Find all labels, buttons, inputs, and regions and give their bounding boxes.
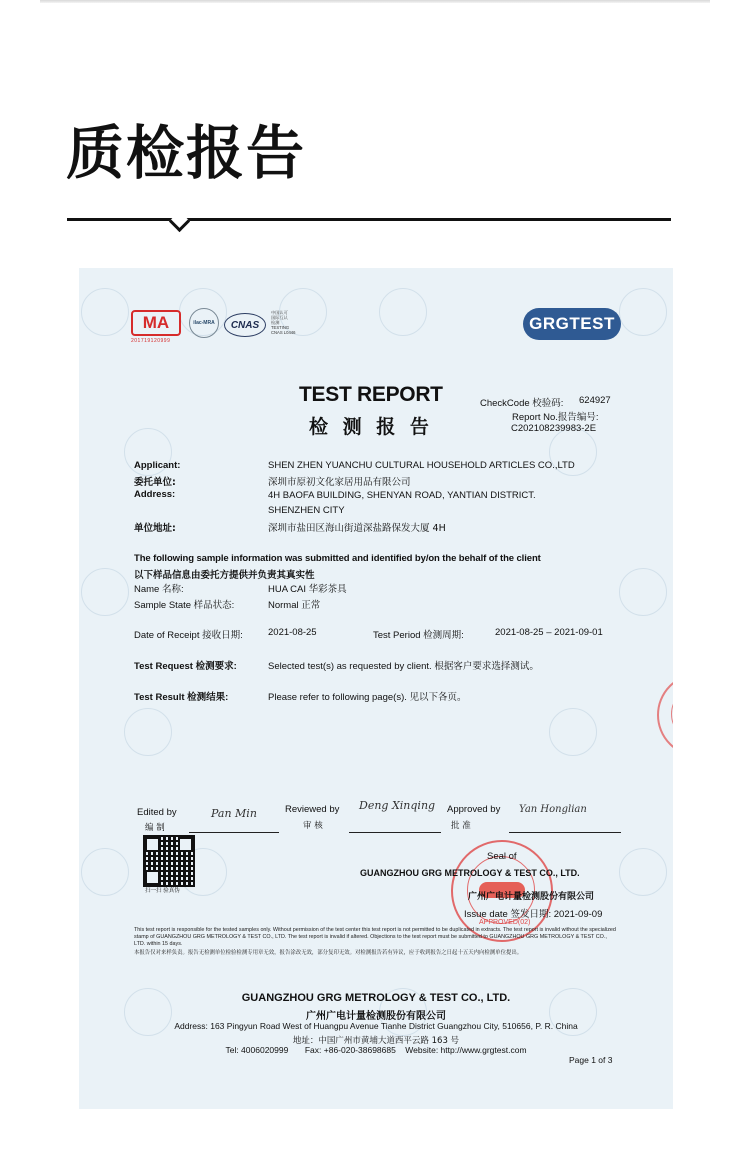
address-en-line2: SHENZHEN CITY [268,505,345,516]
watermark-icon [124,708,172,756]
ilac-text: ilac-MRA [193,320,215,326]
test-request-value: Selected test(s) as requested by client. 根据客户要求选择测试。 [268,661,539,672]
cnas-line: 国际互认 [271,315,288,320]
edited-sign-line [189,832,279,833]
reviewed-by-label: Reviewed by [285,804,340,815]
cnas-small-text [271,310,295,335]
cnas-line: CNAS L0446 [271,330,296,335]
sample-name-value: HUA CAI 华彩茶具 [268,584,347,595]
sample-state-value: Normal 正常 [268,600,321,611]
report-no-label: Report No.报告编号: [512,412,599,423]
page-title: 质检报告 [66,119,307,187]
watermark-icon [619,848,667,896]
grgtest-logo: GRGTEST [523,308,621,340]
watermark-icon [81,848,129,896]
sample-state-label: Sample State 样品状态: [134,600,235,611]
approved-by-signature: Yan Honglian [519,804,587,815]
ilac-mra-logo [189,308,219,338]
report-title-en: TEST REPORT [299,383,443,406]
seal-label: Seal of [487,851,517,862]
reviewed-by-signature: Deng Xinqing [359,799,436,812]
test-result-value: Please refer to following page(s). 见以下各页。 [268,692,467,703]
edited-by-signature: Pan Min [211,807,257,820]
footer-address-cn: 地址：中国广州市黄埔大道西平云路 163 号 [292,1036,460,1046]
issue-date: Issue date 签发日期: 2021-09-09 [464,909,603,920]
test-request-label: Test Request 检测要求: [134,661,237,672]
reviewed-by-cn: 审 核 [303,821,323,831]
receipt-date-value: 2021-08-25 [268,627,317,638]
address-en-line1: 4H BAOFA BUILDING, SHENYAN ROAD, YANTIAN DISTRICT. [268,490,536,501]
test-period-label: Test Period 检测周期: [373,630,464,641]
footer-company-en: GUANGZHOU GRG METROLOGY & TEST CO., LTD. [241,992,511,1004]
reviewed-sign-line [349,832,441,833]
edited-by-label: Edited by [137,807,177,818]
test-report-document [79,268,673,1109]
issuer-company-en: GUANGZHOU GRG METROLOGY & TEST CO., LTD. [360,868,580,878]
checkcode-label: CheckCode 校验码: [480,398,564,409]
approved-by-label: Approved by [447,804,501,815]
applicant-label-cn: 委托单位: [134,477,176,488]
watermark-icon [619,568,667,616]
report-title-cn: 检 测 报 告 [309,416,433,438]
cnas-line: TESTING [271,325,290,330]
cnas-line: 检测 [271,320,280,325]
issuer-company-cn: 广州广电计量检测股份有限公司 [468,892,595,902]
sample-intro-en: The following sample information was submitted and identified by/on the behalf of the client [134,553,541,564]
sample-name-label: Name 名称: [134,584,184,595]
divider-notch [169,211,190,232]
receipt-date-label: Date of Receipt 接收日期: [134,630,243,641]
checkcode-value: 624927 [579,395,611,406]
disclaimer-en: This test report is responsible for the tested samples only. Without permission of the test center this test report is not permitted to be duplicated in extracts. The test report is invalid without the specialized stamp of GUANGZHOU GRG METROLOGY & TEST CO., LTD. The test report is invalid if altered. Objections to the test report must be submitted to GUANGZHOU GRG METROLOGY & TEST CO., LTD. within 15 days. [134,927,616,948]
footer-address-en: Address: 163 Pingyun Road West of Huangpu Avenue Tianhe District Guangzhou City, 510656, P. R. China [174,1021,578,1031]
watermark-icon [81,288,129,336]
watermark-icon [549,708,597,756]
address-cn: 深圳市盐田区海山街道深盐路保发大厦 4H [268,523,446,534]
applicant-name-en: SHEN ZHEN YUANCHU CULTURAL HOUSEHOLD ARTICLES CO.,LTD [268,460,575,471]
address-label-cn: 单位地址: [134,523,176,534]
title-divider [67,218,671,221]
test-period-value: 2021-08-25 – 2021-09-01 [495,627,603,638]
approved-sign-line [509,832,621,833]
qr-caption: 扫一扫 验真伪 [145,888,180,894]
watermark-icon [619,288,667,336]
edited-by-cn: 编 制 [145,823,165,833]
approved-by-cn: 批 准 [451,821,471,831]
cma-mark: MA [131,310,181,336]
cnas-logo [224,313,266,337]
cma-number: 201719120999 [131,338,171,344]
cma-logo [131,310,185,344]
test-result-label: Test Result 检测结果: [134,692,229,703]
report-no-value: C202108239983-2E [511,423,597,434]
cnas-text: CNAS [230,319,260,331]
top-divider [40,0,710,3]
cnas-line: 中国认可 [271,310,288,315]
watermark-icon [379,288,427,336]
qr-code-icon [143,835,195,887]
watermark-icon [81,568,129,616]
footer-company-cn: 广州广电计量检测股份有限公司 [306,1011,446,1022]
applicant-name-cn: 深圳市原初文化家居用品有限公司 [268,477,411,488]
disclaimer-cn: 本报告仅对来样负责。报告无检测单位检验检测专用章无效，报告涂改无效，部分复印无效。对检测报告若有异议，应于收到报告之日起十五天内向检测单位提出。 [134,950,523,956]
sample-intro-cn: 以下样品信息由委托方提供并负责其真实性 [134,570,315,581]
address-label: Address: [134,489,176,500]
applicant-label: Applicant: [134,460,181,471]
edge-seal-stamp [657,673,673,757]
footer-contact: Tel: 4006020999 Fax: +86-020-38698685 Website: http://www.grgtest.com [225,1045,527,1055]
page-number: Page 1 of 3 [569,1055,613,1065]
approved-stamp-text: APPROVED(02) [479,919,531,926]
